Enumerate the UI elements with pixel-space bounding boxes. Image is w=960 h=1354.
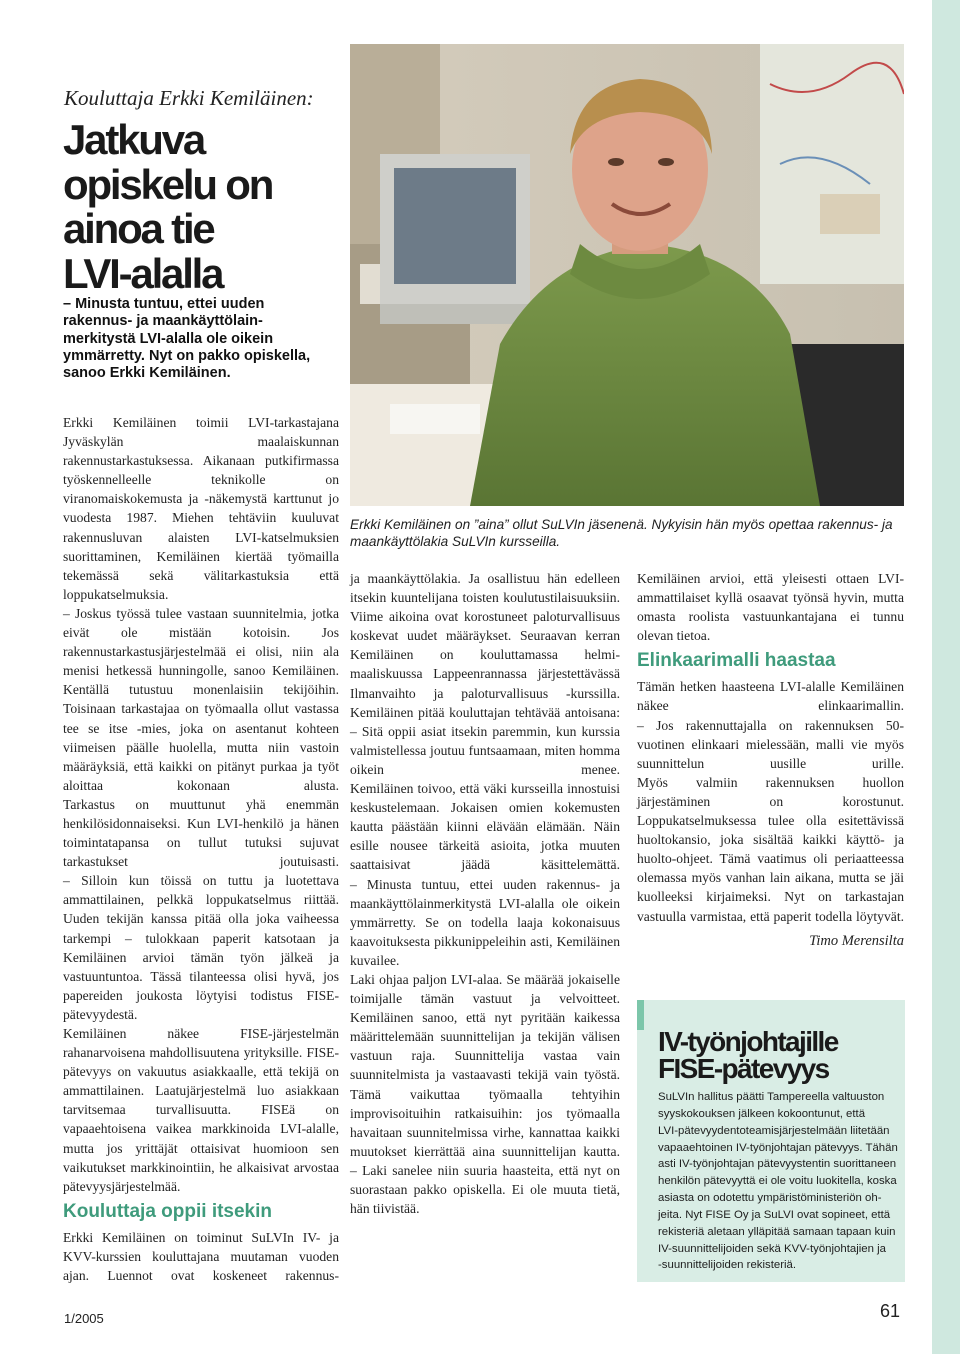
section-heading: Elinkaarimalli haastaa xyxy=(637,650,836,672)
paragraph: Kemiläinen pitää kouluttajan tehtävää antoisana: xyxy=(350,704,620,720)
caption-line: Erkki Kemiläinen on ”aina” ollut SuLVIn jäsenenä. Nykyisin hän myös opettaa rakennus- ja xyxy=(350,517,893,532)
page-edge-stripe xyxy=(932,0,960,1354)
headline-line: ainoa tie xyxy=(63,205,214,252)
paragraph: Erkki Kemiläinen toimii LVI-tarkastajana Jyväskylän maalaiskunnan rakennustarkastuksessa. Aikanaan putkifirmassa työskennelleelle teknikolle on viranomaiskokemusta ja -näkemystä karttunut jo vuodesta 1987. Miehen tehtäviin kuuluvat rakennusluvan alaisten LVI-katselmuksien suorittaminen, Kemiläinen kiertää työmailla tekemässä sekä välitarkastuksia että loppukatselmuksia. xyxy=(63,415,339,602)
paragraph: Kemiläinen toivoo, että väki kursseilla innostuisi keskustelemaan. Jokaisen omien kokemusten kautta päästään kiinni elävään elämään. Näin esille nousee tärkeitä asioita, jotka muuten saattaisivat jäädä käsittelemättä. xyxy=(350,781,620,873)
box-line: -suunnittelijoiden rekisteriä. xyxy=(658,1259,797,1272)
headline-line: Jatkuva xyxy=(63,116,205,163)
box-title xyxy=(658,1028,898,1082)
lead-line: – Minusta tuntuu, ettei uuden xyxy=(63,296,265,312)
box-line: LVI-pätevyydentoteamisjärjestelmään liitetään xyxy=(658,1124,890,1137)
photo-caption xyxy=(350,516,910,550)
author-signature: Timo Merensilta xyxy=(809,932,904,949)
paragraph: Kentällä tutustuu monenlaisiin tekijöihin. Toisinaan tarkastajaa on työmaalla ollut vastassa tee se itse -mies, joka on asentanut kohteen viimeisen päälle huolella, mutta niin vastoin määräyksiä, että kaikki on pitänyt purkaa ja työt aloittaa kokonaan alusta. xyxy=(63,682,339,793)
box-title-line: IV-työnjohtajille xyxy=(658,1026,838,1057)
article-column-1 xyxy=(63,413,339,1285)
paragraph: Kemiläinen arvioi, että yleisesti ottaen LVI-ammattilaiset kyllä osaavat työnsä hyvin, mutta omasta roolista vastuunkantajana ei tunnu olevan tietoa. xyxy=(637,571,904,644)
box-accent xyxy=(637,1000,644,1030)
paragraph: Kemiläinen näkee FISE-järjestelmän rahanarvoisena mahdollisuutena yrityksille. FISE-pätevyys on vakuutus asiakkaalle, että tekijä on ammattilainen. Laatujärjestelmä luo asiakkaan tarvitsemaa turvallisuutta. FISEä on vapaaehtoisena vaikea markkinoida LVI-alalle, mutta jos yrittäjät ottaisivat huomioon sen vaikutukset markkinointiin, he alkaisivat arvostaa pätevyysjärjestelmää. xyxy=(63,1026,339,1194)
box-text xyxy=(658,1089,898,1274)
paragraph: Tarkastus on muuttunut yhä enemmän henkilösidonnaiseksi. Kun LVI-henkilö ja hänen toimintatapansa on tullut tutuksi sujuvat tarkastukset joutuisasti. xyxy=(63,796,339,870)
lead-quote xyxy=(63,296,353,382)
paragraph: – Sitä oppii asiat itsekin paremmin, kun kurssia valmistellessa joutuu funtsaamaan, miten homma oikein menee. xyxy=(350,723,620,777)
lead-line: sanoo Erkki Kemiläinen. xyxy=(63,365,231,382)
box-line: syyskokouksen jälkeen kokoontunut, että xyxy=(658,1107,866,1120)
box-line: SuLVIn hallitus päätti Tampereella valtuuston xyxy=(658,1091,885,1103)
box-line: IV-suunnittelijoiden sekä KVV-työnjohtajien ja xyxy=(658,1242,886,1255)
portrait-photo xyxy=(350,44,904,506)
article-column-2 xyxy=(350,569,620,1218)
box-line: jeita. Nyt FISE Oy ja SuLVI ovat sopineet, että xyxy=(658,1208,891,1221)
article-column-3 xyxy=(637,569,904,951)
paragraph: Uuden tekijän kanssa pitää olla joka vaiheessa tarkempi – tulokkaan paperit katsotaan ja Kemiläinen arvioi tämän työn jälkeä ja vastuuntuntoa. Tässä tilanteessa olisi hyvä, jos papereiden joukosta löytyisi todistus FISE-pätevyydestä. xyxy=(63,911,339,1022)
paragraph: ja maankäyttölakia. Ja osallistuu hän edelleen itsekin kuuntelijana toisten koulutustilaisuuksiin. Viime aikoina ovat korostuneet paloturvallisuus koskevat uudet määräykset. Seuraavan kerran Kemiläinen on kouluttamassa helmi-maaliskuussa Lappeenrannassa järjestettävässä Ilmanvaihto ja paloturvallisuus -kurssilla. xyxy=(350,571,620,701)
headline-line: LVI-alalla xyxy=(63,249,223,297)
box-line: rekisteriä aletaan ylläpitää samaan tapaan kuin xyxy=(658,1225,896,1238)
paragraph: Erkki Kemiläinen on toiminut SuLVIn IV- ja KVV-kurssien kouluttajana muutaman vuoden ajan. Luennot ovat koskeneet rakennus- xyxy=(63,1229,339,1284)
box-line: vapaaehtoinen IV-työnjohtajan pätevyys. Tähän xyxy=(658,1141,898,1154)
lead-line: rakennus- ja maankäyttölain- xyxy=(63,313,263,330)
paragraph: – Laki sanelee niin suuria haasteita, että nyt on suorastaan pakko opiskella. Ei ole muuta tietä, hän tiivistää. xyxy=(350,1162,620,1217)
caption-line: maankäyttölakia SuLVIn kursseilla. xyxy=(350,534,561,549)
box-line: henkilön pätevyyttä ei ole voitu luokitella, koska xyxy=(658,1175,897,1188)
kicker: Kouluttaja Erkki Kemiläinen: xyxy=(64,86,314,110)
paragraph: – Jos rakennuttajalla on rakennuksen 50-vuotinen elinkaari mielessään, malli vie myös suunnittelun uusille urille. xyxy=(637,717,904,771)
paragraph: – Silloin kun töissä on tuttu ja luotettava ammattilainen, pelkkä loppukatselmus riittää. xyxy=(63,873,339,908)
lead-line: ymmärretty. Nyt on pakko opiskella, xyxy=(63,347,311,364)
box-title-line: FISE-pätevyys xyxy=(658,1053,829,1084)
box-line: asiasta on odotettu ympäristöministeriön oh- xyxy=(658,1192,882,1205)
page-number: 61 xyxy=(880,1301,901,1321)
headline-line: opiskelu on xyxy=(63,160,273,208)
headline xyxy=(63,118,363,296)
paragraph: Laki ohjaa paljon LVI-alaa. Se määrää jokaiselle toimijalle tämän vastuut ja velvoitteet. Kemiläinen sanoo, että nyt pyritään kaikessa määrittelemään suunnittelijan ja tekijän välisen vastuun raja. Suunnittelija vastaa vain suunnitelmista ja vastaavasti tekijä vain työstä. Tämä vaikuttaa työmaalla tehtyihin improvisoituihin ratkaisuihin: jos työmaalla havaitaan suunnitelmissa virhe, kannattaa kaikki muutokset kierrättää aina suunnittelijan kautta. xyxy=(350,971,620,1159)
paragraph: – Minusta tuntuu, ettei uuden rakennus- ja maankäyttölainmerkitystä LVI-alalla ole oikein ymmärretty. Se on todella laaja kokonaisuus kaavoituksesta pikkunippeleihin asti, Kemiläinen kuvailee. xyxy=(350,876,620,968)
issue-number: 1/2005 xyxy=(64,1311,104,1326)
paragraph: – Joskus työssä tulee vastaan suunnitelmia, jotka eivät ole mistään kotoisin. Jos rakennustarkastusjärjestelmää ei olisi, niin ala menisi hetkessä hunningolle, sanoo Kemiläinen. xyxy=(63,605,339,679)
box-line: asti IV-työnjohtajan pätevyystentin suorittaneen xyxy=(658,1158,897,1171)
paragraph: Myös valmiin rakennuksen huollon järjestäminen on korostunut. Loppukatselmuksessa tulee olla esitettävissä huoltokansio, joka sisältää kaikki käyttö- ja huolto-ohjeet. Tämä vaatimus oli periaatteessa olemassa myös vanhan lain aikana, mutta se jäi kuolleeksi kirjaimeksi. Nyt on tarkastajan vastuulla varmistaa, että paperit todella löytyvät. xyxy=(637,774,904,924)
lead-line: merkitystä LVI-alalla ole oikein xyxy=(63,330,274,347)
paragraph: Tämän hetken haasteena LVI-alalle Kemiläinen näkee elinkaarimallin. xyxy=(637,679,904,714)
section-heading: Kouluttaja oppii itsekin xyxy=(63,1200,273,1222)
